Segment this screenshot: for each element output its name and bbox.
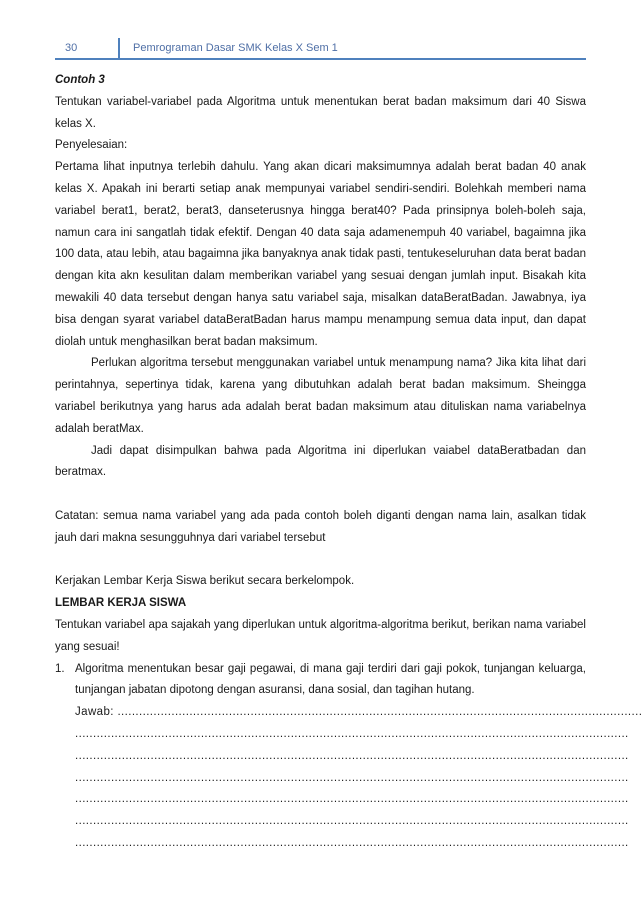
page-header: [55, 38, 586, 60]
paragraph-2: Perlukan algoritma tersebut menggunakan variabel untuk menampung nama? Jika kita lihat dari perintahnya, sepertinya tidak, karena yang dibutuhkan adalah berat badan maksimum. Sheingga variabel berikutnya yang harus ada adalah berat badan maksimum atau dituliskan nama variabelnya adalah beratMax.: [55, 357, 586, 435]
answer-line[interactable]: ..........................................................................................................................................................: [75, 793, 629, 806]
list-item-number: 1.: [55, 662, 65, 675]
page-content: [55, 70, 642, 855]
answer-line[interactable]: [75, 702, 642, 724]
answer-line[interactable]: ..........................................................................................................................................................: [75, 836, 629, 849]
list-item-text: Algoritma menentukan besar gaji pegawai, di mana gaji terdiri dari gaji pokok, tunjangan keluarga, tunjangan jabatan dipotong dengan asuransi, dana sosial, dan tagihan hutang.: [75, 662, 586, 697]
solution-label: Penyelesaian:: [55, 139, 128, 152]
list-item: [55, 659, 642, 855]
header-divider: [118, 38, 120, 58]
paragraph-1: Pertama lihat inputnya terlebih dahulu. Yang akan dicari maksimumnya adalah berat badan 40 anak kelas X. Apakah ini berarti setiap anak mempunyai variabel sendiri-sendiri. Bolehkah memberi nama variabel berat1, berat2, berat3, danseterusnya hingga berat40? Pada prinsipnya boleh-boleh saja, namun cara ini sangatlah tidak efektif. Dengan 40 data saja adamenempuh 40 variabel, bagaimna jika 100 data, atau lebih, atau bagaimna jika banyaknya anak tidak pasti, tentukeseluruhan data berat badan dengan kita akn kesulitan dalam memberikan variabel yang sesuai dengan jumlah input. Bisakah kita mewakili 40 data tersebut dengan hanya satu variabel saja, misalkan dataBeratBadan. Jawabnya, iya bisa dengan syarat variabel dataBeratBadan harus mampu menampung semua data input, dan dapat diolah untuk menghasilkan berat badan maksimum.: [55, 161, 586, 348]
answer-line[interactable]: ..........................................................................................................................................................: [75, 815, 629, 828]
answer-label: Jawab:: [75, 706, 118, 719]
answer-line[interactable]: ..........................................................................................................................................................: [75, 727, 629, 740]
task-text: Tentukan variabel-variabel pada Algoritma untuk menentukan berat badan maksimum dari 40 Siswa kelas X.: [55, 95, 586, 130]
spacer: [55, 550, 586, 572]
spacer: [55, 484, 586, 506]
worksheet-task: Tentukan variabel apa sajakah yang diperlukan untuk algoritma-algoritma berikut, berikan nama variabel yang sesuai!: [55, 618, 586, 653]
page-number: 30: [65, 42, 78, 54]
answer-line[interactable]: ..........................................................................................................................................................: [75, 771, 629, 784]
example-title: Contoh 3: [55, 74, 105, 86]
answer-line[interactable]: ..........................................................................................................................................................: [75, 749, 629, 762]
paragraph-3: Jadi dapat disimpulkan bahwa pada Algoritma ini diperlukan vaiabel dataBeratbadan dan beratmax.: [55, 444, 586, 479]
worksheet-title: LEMBAR KERJA SISWA: [55, 597, 187, 610]
answer-dots: ..................................................................................................................................................: [117, 706, 642, 719]
instruction-text: Kerjakan Lembar Kerja Siswa berikut secara berkelompok.: [55, 575, 355, 588]
note-text: Catatan: semua nama variabel yang ada pada contoh boleh diganti dengan nama lain, asalkan tidak jauh dari makna sesungguhnya dari variabel tersebut: [55, 509, 586, 544]
header-title: Pemrograman Dasar SMK Kelas X Sem 1: [133, 42, 338, 54]
